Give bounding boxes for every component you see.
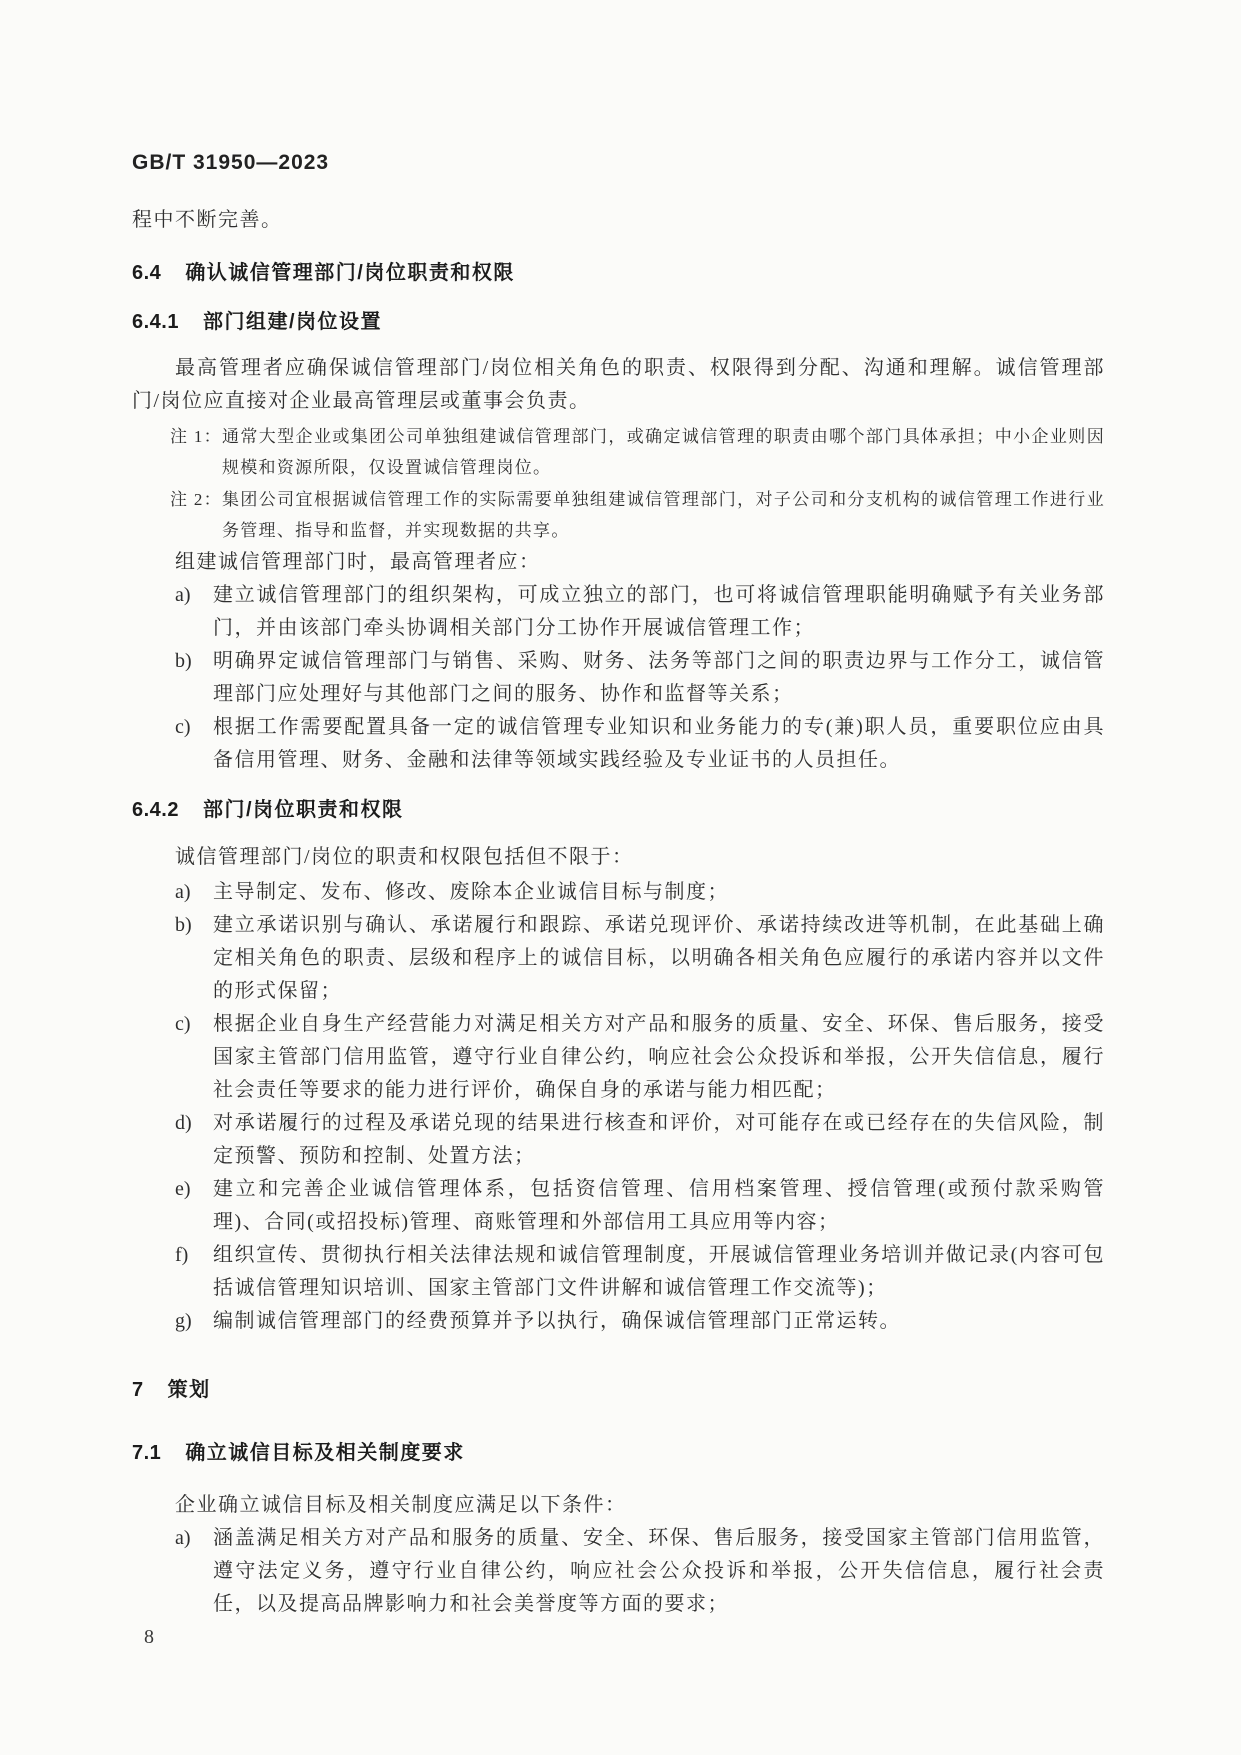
list-item [132, 579, 1105, 645]
clause-6-4-1-lead-in: 组建诚信管理部门时，最高管理者应： [175, 551, 541, 573]
note-1-text: 通常大型企业或集团公司单独组建诚信管理部门，或确定诚信管理的职责由哪个部门具体承担；中小企业则因规模和资源所限，仅设置诚信管理岗位。 [221, 427, 1105, 477]
list-item [132, 1008, 1105, 1107]
list-item-text: 明确界定诚信管理部门与销售、采购、财务、法务等部门之间的职责边界与工作分工，诚信管理部门应处理好与其他部门之间的服务、协作和监督等关系； [213, 650, 1105, 705]
page-number: 8 [144, 1626, 154, 1648]
list-item-text: 建立承诺识别与确认、承诺履行和跟踪、承诺兑现评价、承诺持续改进等机制，在此基础上确定相关角色的职责、层级和程序上的诚信目标，以明确各相关角色应履行的承诺内容并以文件的形式保留； [213, 914, 1105, 1002]
note-2 [132, 484, 1105, 546]
list-item [132, 711, 1105, 777]
clause-6-4-title: 确认诚信管理部门/岗位职责和权限 [185, 262, 515, 284]
list-item-marker: a) [175, 584, 191, 606]
clause-6-4-2-title: 部门/岗位职责和权限 [202, 799, 404, 821]
clause-6-4-2-heading [132, 794, 1105, 827]
clause-6-4-heading [132, 257, 1105, 290]
clause-7-1-heading [132, 1437, 1105, 1470]
note-1 [132, 421, 1105, 483]
list-item [132, 1173, 1105, 1239]
note-2-text: 集团公司宜根据诚信管理工作的实际需要单独组建诚信管理部门，对子公司和分支机构的诚信管理工作进行业务管理、指导和监督，并实现数据的共享。 [221, 490, 1105, 540]
list-item [132, 1305, 1105, 1338]
clause-6-4-1-title: 部门组建/岗位设置 [202, 311, 383, 333]
list-item-marker: f) [175, 1244, 189, 1266]
carryover-paragraph: 程中不断完善。 [132, 209, 283, 231]
list-item-marker: g) [175, 1310, 192, 1332]
list-item-marker: d) [175, 1112, 192, 1134]
list-item [132, 909, 1105, 1008]
list-item-marker: c) [175, 716, 191, 738]
clause-6-4-2-number: 6.4.2 [132, 799, 179, 821]
list-item-text: 主导制定、发布、修改、废除本企业诚信目标与制度； [213, 881, 729, 903]
clause-6-4-2-list [132, 876, 1105, 1338]
clause-7-number: 7 [132, 1379, 144, 1401]
list-item-text: 建立和完善企业诚信管理体系，包括资信管理、信用档案管理、授信管理(或预付款采购管理)、合同(或招投标)管理、商账管理和外部信用工具应用等内容； [213, 1178, 1105, 1233]
list-item-marker: a) [175, 881, 191, 903]
list-item-text: 编制诚信管理部门的经费预算并予以执行，确保诚信管理部门正常运转。 [213, 1310, 901, 1332]
clause-7-1-list [132, 1522, 1105, 1621]
clause-7-1-number: 7.1 [132, 1442, 162, 1464]
clause-6-4-1-paragraph: 最高管理者应确保诚信管理部门/岗位相关角色的职责、权限得到分配、沟通和理解。诚信管理部门/岗位应直接对企业最高管理层或董事会负责。 [132, 357, 1105, 412]
clause-7-1-title: 确立诚信目标及相关制度要求 [185, 1442, 465, 1464]
list-item-text: 根据工作需要配置具备一定的诚信管理专业知识和业务能力的专(兼)职人员，重要职位应由具备信用管理、财务、金融和法律等领域实践经验及专业证书的人员担任。 [213, 716, 1105, 771]
list-item [132, 1107, 1105, 1173]
list-item-marker: e) [175, 1178, 191, 1200]
list-item-text: 建立诚信管理部门的组织架构，可成立独立的部门，也可将诚信管理职能明确赋予有关业务部门，并由该部门牵头协调相关部门分工协作开展诚信管理工作； [213, 584, 1105, 639]
list-item-text: 对承诺履行的过程及承诺兑现的结果进行核查和评价，对可能存在或已经存在的失信风险，制定预警、预防和控制、处置方法； [213, 1112, 1105, 1167]
clause-7-heading [132, 1374, 1105, 1407]
notes-block [132, 421, 1105, 546]
clause-6-4-1-list [132, 579, 1105, 777]
list-item [132, 876, 1105, 909]
clause-6-4-1-number: 6.4.1 [132, 311, 179, 333]
list-item-marker: c) [175, 1013, 191, 1035]
note-2-label: 注 2： [170, 490, 222, 509]
note-1-label: 注 1： [170, 427, 222, 446]
clause-7-1-lead-in: 企业确立诚信目标及相关制度应满足以下条件： [175, 1494, 627, 1516]
list-item-text: 组织宣传、贯彻执行相关法律法规和诚信管理制度，开展诚信管理业务培训并做记录(内容可包括诚信管理知识培训、国家主管部门文件讲解和诚信管理工作交流等)； [213, 1244, 1105, 1299]
clause-6-4-1-heading [132, 306, 1105, 339]
list-item [132, 1522, 1105, 1621]
clause-6-4-number: 6.4 [132, 262, 162, 284]
list-item-text: 根据企业自身生产经营能力对满足相关方对产品和服务的质量、安全、环保、售后服务，接受国家主管部门信用监管，遵守行业自律公约，响应社会公众投诉和举报，公开失信信息，履行社会责任等要求的能力进行评价，确保自身的承诺与能力相匹配； [213, 1013, 1105, 1101]
list-item-marker: a) [175, 1527, 191, 1549]
list-item-marker: b) [175, 914, 192, 936]
clause-6-4-2-lead-in: 诚信管理部门/岗位的职责和权限包括但不限于： [175, 846, 634, 868]
list-item-marker: b) [175, 650, 192, 672]
list-item-text: 涵盖满足相关方对产品和服务的质量、安全、环保、售后服务，接受国家主管部门信用监管，遵守法定义务，遵守行业自律公约，响应社会公众投诉和举报，公开失信信息，履行社会责任，以及提高品牌影响力和社会美誉度等方面的要求； [213, 1527, 1105, 1615]
standard-number-header: GB/T 31950—2023 [132, 151, 330, 174]
list-item [132, 645, 1105, 711]
list-item [132, 1239, 1105, 1305]
clause-7-title: 策划 [167, 1379, 211, 1401]
